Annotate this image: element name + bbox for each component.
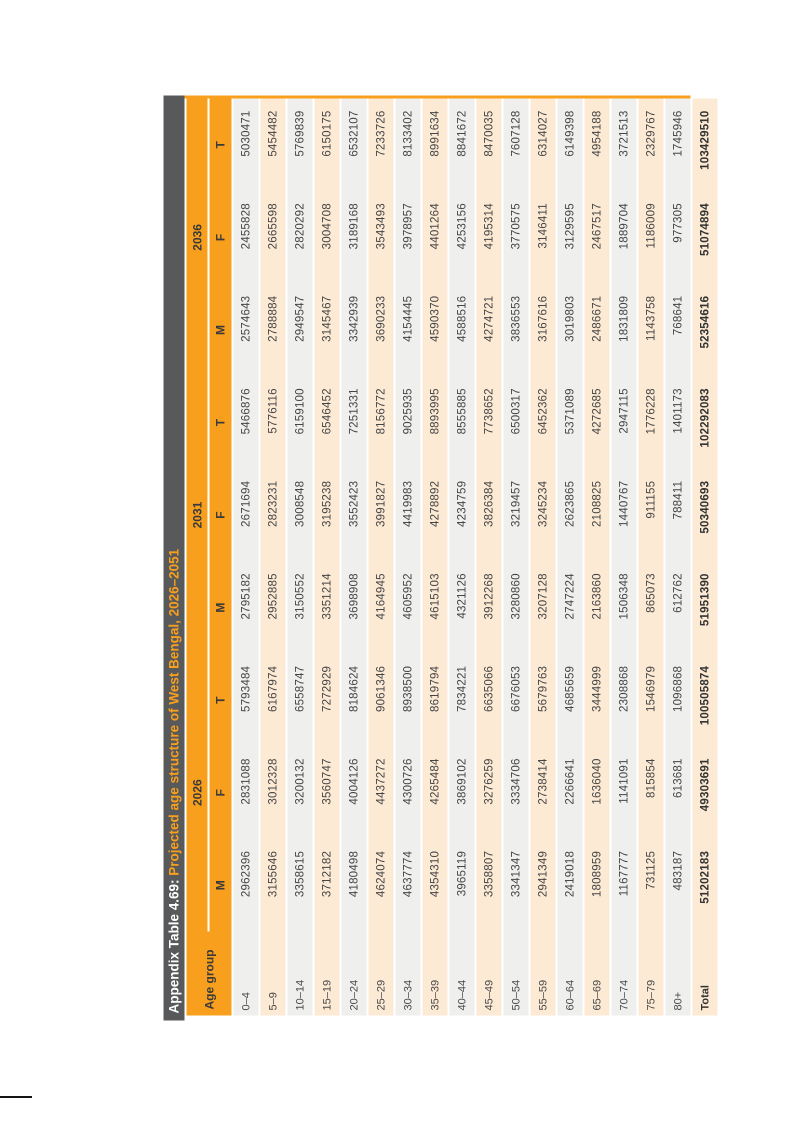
- population-value: 5371089: [557, 376, 582, 469]
- age-group-label: 10–14: [287, 931, 312, 1015]
- population-value: 7251331: [341, 376, 366, 469]
- population-value: 4419983: [395, 468, 420, 561]
- population-value: 4590370: [422, 283, 447, 376]
- population-value: 7272929: [314, 653, 339, 746]
- population-value: 2329767: [638, 98, 663, 191]
- population-value: 3770575: [503, 191, 528, 284]
- age-group-header: Age group: [186, 931, 231, 1015]
- population-value: 4321126: [449, 561, 474, 654]
- population-value: 3280860: [503, 561, 528, 654]
- age-group-label: 5–9: [260, 931, 285, 1015]
- population-value: 8893995: [422, 376, 447, 469]
- col-header-m: M: [209, 838, 231, 931]
- population-value: 4274721: [476, 283, 501, 376]
- population-value: 6676053: [503, 653, 528, 746]
- population-value: 3200132: [287, 746, 312, 839]
- footer-rule: [0, 1096, 32, 1098]
- population-value: 5454482: [260, 98, 285, 191]
- age-group-label: 45–49: [476, 931, 501, 1015]
- population-value: 8991634: [422, 98, 447, 191]
- population-value: 788411: [665, 468, 690, 561]
- col-header-f: F: [209, 468, 231, 561]
- population-value: 3342939: [341, 283, 366, 376]
- population-value: 4004126: [341, 746, 366, 839]
- population-value: 6314027: [530, 98, 555, 191]
- population-value: 3341347: [503, 838, 528, 931]
- population-value: 3721513: [611, 98, 636, 191]
- table-row: [422, 98, 447, 1015]
- population-value: 1096868: [665, 653, 690, 746]
- population-value: 51951390: [692, 561, 717, 654]
- age-group-label: 20–24: [341, 931, 366, 1015]
- population-value: 5776116: [260, 376, 285, 469]
- population-value: 51074894: [692, 191, 717, 284]
- population-value: 2623865: [557, 468, 582, 561]
- age-group-label: 55–59: [530, 931, 555, 1015]
- population-value: 8619794: [422, 653, 447, 746]
- age-group-label: 15–19: [314, 931, 339, 1015]
- population-value: 2747224: [557, 561, 582, 654]
- population-value: 2486671: [584, 283, 609, 376]
- population-value: 1143758: [638, 283, 663, 376]
- population-value: 52354616: [692, 283, 717, 376]
- population-value: 2820292: [287, 191, 312, 284]
- population-value: 768641: [665, 283, 690, 376]
- mft-header-row: [209, 98, 231, 1015]
- population-value: 2788884: [260, 283, 285, 376]
- population-value: 2419018: [557, 838, 582, 931]
- population-value: 4180498: [341, 838, 366, 931]
- population-value: 4954188: [584, 98, 609, 191]
- population-value: 2467517: [584, 191, 609, 284]
- population-value: 3965119: [449, 838, 474, 931]
- population-value: 6635066: [476, 653, 501, 746]
- age-group-label: 50–54: [503, 931, 528, 1015]
- population-value: 6149398: [557, 98, 582, 191]
- table-row: [476, 98, 501, 1015]
- population-value: 4637774: [395, 838, 420, 931]
- population-value: 3978957: [395, 191, 420, 284]
- age-group-label: 40–44: [449, 931, 474, 1015]
- rotated-table-container: [163, 95, 711, 1020]
- population-value: 8555885: [449, 376, 474, 469]
- population-value: 3690233: [368, 283, 393, 376]
- population-value: 8156772: [368, 376, 393, 469]
- population-value: 49303691: [692, 746, 717, 839]
- population-value: 7738652: [476, 376, 501, 469]
- table-row: [503, 98, 528, 1015]
- population-value: 3155646: [260, 838, 285, 931]
- table-number: Appendix Table 4.69:: [166, 878, 181, 1013]
- population-value: 100505874: [692, 653, 717, 746]
- population-table: [184, 98, 719, 1015]
- population-value: 1167777: [611, 838, 636, 931]
- population-value: 1401173: [665, 376, 690, 469]
- population-value: 8133402: [395, 98, 420, 191]
- col-header-t: T: [209, 98, 231, 191]
- population-value: 5466876: [233, 376, 258, 469]
- col-header-t: T: [209, 376, 231, 469]
- population-value: 3358807: [476, 838, 501, 931]
- population-value: 1141091: [611, 746, 636, 839]
- table-row: [530, 98, 555, 1015]
- population-value: 2795182: [233, 561, 258, 654]
- population-value: 50340693: [692, 468, 717, 561]
- population-value: 3004708: [314, 191, 339, 284]
- year-header-2026: 2026: [186, 653, 207, 931]
- population-value: 2455828: [233, 191, 258, 284]
- population-value: 1745946: [665, 98, 690, 191]
- population-value: 4164945: [368, 561, 393, 654]
- population-value: 9025935: [395, 376, 420, 469]
- population-value: 1440767: [611, 468, 636, 561]
- population-value: 102292083: [692, 376, 717, 469]
- age-group-label: 80+: [665, 931, 690, 1015]
- population-value: 3698908: [341, 561, 366, 654]
- col-header-f: F: [209, 191, 231, 284]
- table-row: [368, 98, 393, 1015]
- population-value: 3836553: [503, 283, 528, 376]
- table-row: [287, 98, 312, 1015]
- table-row: [665, 98, 690, 1015]
- population-value: 3276259: [476, 746, 501, 839]
- population-value: 2831088: [233, 746, 258, 839]
- population-value: 4615103: [422, 561, 447, 654]
- population-value: 3869102: [449, 746, 474, 839]
- population-value: 1808959: [584, 838, 609, 931]
- population-value: 5030471: [233, 98, 258, 191]
- age-group-label: 30–34: [395, 931, 420, 1015]
- table-row: [260, 98, 285, 1015]
- population-value: 3195238: [314, 468, 339, 561]
- population-value: 4354310: [422, 838, 447, 931]
- population-value: 3712182: [314, 838, 339, 931]
- year-header-row: [186, 98, 207, 1015]
- table-caption: Projected age structure of West Bengal, 2026–2051: [166, 548, 181, 879]
- table-row: [584, 98, 609, 1015]
- population-value: 2947115: [611, 376, 636, 469]
- population-value: 815854: [638, 746, 663, 839]
- population-value: 2952885: [260, 561, 285, 654]
- population-value: 2823231: [260, 468, 285, 561]
- population-value: 3444999: [584, 653, 609, 746]
- population-value: 4300726: [395, 746, 420, 839]
- population-value: 3012328: [260, 746, 285, 839]
- age-group-label: 65–69: [584, 931, 609, 1015]
- population-value: 4234759: [449, 468, 474, 561]
- age-group-label: Total: [692, 931, 717, 1015]
- col-header-t: T: [209, 653, 231, 746]
- col-header-m: M: [209, 283, 231, 376]
- population-value: 4253156: [449, 191, 474, 284]
- population-value: 8184624: [341, 653, 366, 746]
- population-value: 6159100: [287, 376, 312, 469]
- col-header-m: M: [209, 561, 231, 654]
- total-row: [692, 98, 717, 1015]
- population-value: 1546979: [638, 653, 663, 746]
- population-value: 5769839: [287, 98, 312, 191]
- population-value: 2738414: [530, 746, 555, 839]
- population-value: 3150552: [287, 561, 312, 654]
- population-value: 3245234: [530, 468, 555, 561]
- population-value: 3543493: [368, 191, 393, 284]
- age-group-label: 25–29: [368, 931, 393, 1015]
- population-value: 3552423: [341, 468, 366, 561]
- population-value: 7834221: [449, 653, 474, 746]
- population-value: 4685659: [557, 653, 582, 746]
- population-value: 3991827: [368, 468, 393, 561]
- population-value: 3146411: [530, 191, 555, 284]
- population-value: 483187: [665, 838, 690, 931]
- population-value: 977305: [665, 191, 690, 284]
- table-row: [557, 98, 582, 1015]
- population-value: 731125: [638, 838, 663, 931]
- population-value: 4401264: [422, 191, 447, 284]
- population-value: 1776228: [638, 376, 663, 469]
- population-value: 2308868: [611, 653, 636, 746]
- population-value: 4154445: [395, 283, 420, 376]
- population-value: 2108825: [584, 468, 609, 561]
- population-value: 6546452: [314, 376, 339, 469]
- population-value: 3358615: [287, 838, 312, 931]
- age-group-label: 60–64: [557, 931, 582, 1015]
- population-value: 8841672: [449, 98, 474, 191]
- table-edge-rule: [184, 95, 690, 98]
- population-value: 5679763: [530, 653, 555, 746]
- population-value: 1889704: [611, 191, 636, 284]
- table-row: [449, 98, 474, 1015]
- population-value: 6558747: [287, 653, 312, 746]
- population-value: 4265484: [422, 746, 447, 839]
- population-value: 2941349: [530, 838, 555, 931]
- population-value: 5793484: [233, 653, 258, 746]
- population-value: 3019803: [557, 283, 582, 376]
- population-value: 3219457: [503, 468, 528, 561]
- population-value: 613681: [665, 746, 690, 839]
- population-value: 7233726: [368, 98, 393, 191]
- population-value: 3334706: [503, 746, 528, 839]
- population-value: 1636040: [584, 746, 609, 839]
- population-value: 4272685: [584, 376, 609, 469]
- population-value: 1186009: [638, 191, 663, 284]
- population-value: 6167974: [260, 653, 285, 746]
- age-group-label: 70–74: [611, 931, 636, 1015]
- population-value: 2163860: [584, 561, 609, 654]
- population-value: 3351214: [314, 561, 339, 654]
- population-value: 911155: [638, 468, 663, 561]
- table-row: [395, 98, 420, 1015]
- table-row: [611, 98, 636, 1015]
- population-value: 3189168: [341, 191, 366, 284]
- population-value: 3207128: [530, 561, 555, 654]
- population-value: 2266641: [557, 746, 582, 839]
- population-value: 4437272: [368, 746, 393, 839]
- population-value: 4588516: [449, 283, 474, 376]
- population-value: 4605952: [395, 561, 420, 654]
- table-body: [233, 98, 717, 1015]
- table-row: [233, 98, 258, 1015]
- population-value: 865073: [638, 561, 663, 654]
- population-value: 6452362: [530, 376, 555, 469]
- age-group-label: 75–79: [638, 931, 663, 1015]
- year-header-2031: 2031: [186, 376, 207, 654]
- population-value: 9061346: [368, 653, 393, 746]
- population-value: 3129595: [557, 191, 582, 284]
- population-value: 8938500: [395, 653, 420, 746]
- population-value: 51202183: [692, 838, 717, 931]
- population-value: 2962396: [233, 838, 258, 931]
- age-group-label: 35–39: [422, 931, 447, 1015]
- population-value: 3008548: [287, 468, 312, 561]
- population-value: 3167616: [530, 283, 555, 376]
- population-value: 2949547: [287, 283, 312, 376]
- population-value: 6150175: [314, 98, 339, 191]
- table-title: [163, 95, 184, 1020]
- population-value: 2671694: [233, 468, 258, 561]
- col-header-f: F: [209, 746, 231, 839]
- population-value: 3145467: [314, 283, 339, 376]
- population-value: 612762: [665, 561, 690, 654]
- population-value: 6532107: [341, 98, 366, 191]
- population-value: 4624074: [368, 838, 393, 931]
- population-value: 3912268: [476, 561, 501, 654]
- table-row: [341, 98, 366, 1015]
- population-value: 6500317: [503, 376, 528, 469]
- population-value: 4195314: [476, 191, 501, 284]
- population-value: 3826384: [476, 468, 501, 561]
- population-value: 7607128: [503, 98, 528, 191]
- population-value: 2665598: [260, 191, 285, 284]
- table-row: [638, 98, 663, 1015]
- year-header-2036: 2036: [186, 98, 207, 376]
- population-value: 4278892: [422, 468, 447, 561]
- population-value: 2574643: [233, 283, 258, 376]
- population-value: 8470035: [476, 98, 501, 191]
- table-row: [314, 98, 339, 1015]
- population-value: 103429510: [692, 98, 717, 191]
- age-group-label: 0–4: [233, 931, 258, 1015]
- population-value: 1831809: [611, 283, 636, 376]
- population-value: 3560747: [314, 746, 339, 839]
- population-value: 1506348: [611, 561, 636, 654]
